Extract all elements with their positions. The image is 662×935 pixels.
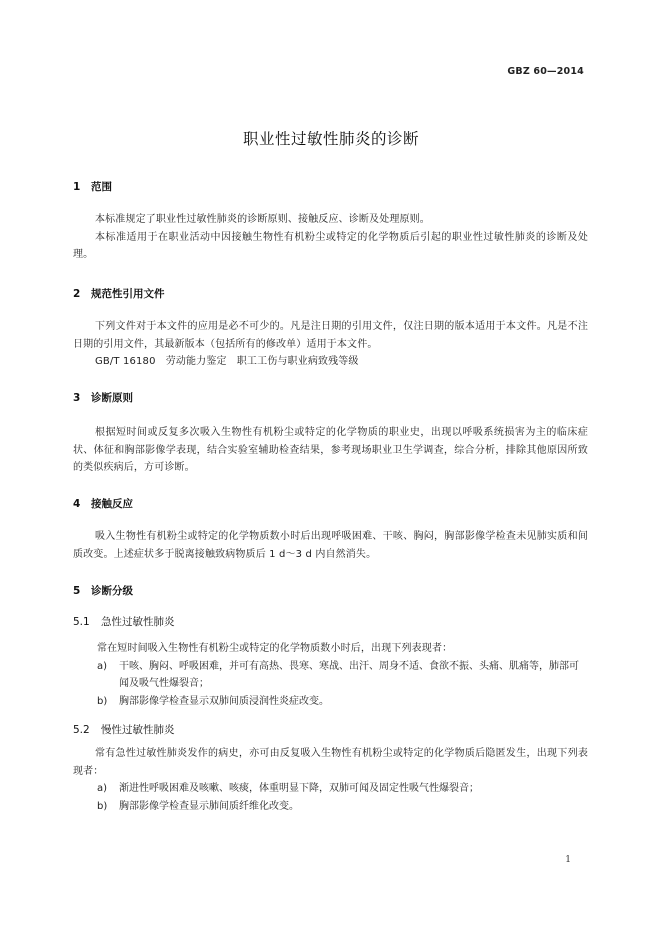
subsection-5-1-body [73, 640, 588, 710]
subsection-number: 5.1 [73, 616, 90, 628]
paragraph: 常有急性过敏性肺炎发作的病史，亦可由反复吸入生物性有机粉尘或特定的化学物质后隐匿发生，出现下列表现者： [73, 748, 588, 777]
section-3-body [73, 424, 588, 477]
list-item [97, 693, 588, 711]
section-5 [73, 584, 588, 599]
list-marker: a) [97, 783, 108, 794]
subsection-title: 慢性过敏性肺炎 [101, 724, 175, 736]
paragraph: 本标准规定了职业性过敏性肺炎的诊断原则、接触反应、诊断及处理原则。 [95, 214, 430, 225]
list-item-text: 干咳、胸闷、呼吸困难，并可有高热、畏寒、寒战、出汗、周身不适、食欲不振、头痛、肌痛等，肺部可闻及吸气性爆裂音； [119, 660, 579, 689]
section-2 [73, 287, 588, 302]
list-marker: b) [97, 695, 108, 707]
subsection-heading [73, 615, 588, 630]
section-title: 接触反应 [91, 498, 133, 510]
section-2-body [73, 318, 588, 371]
paragraph: 下列文件对于本文件的应用是必不可少的。凡是注日期的引用文件，仅注日期的版本适用于本文件。凡是不注日期的引用文件，其最新版本（包括所有的修改单）适用于本文件。 [73, 321, 588, 350]
section-heading [73, 287, 588, 302]
section-number: 5 [73, 585, 81, 597]
paragraph: 根据短时间或反复多次吸入生物性有机粉尘或特定的化学物质的职业史，出现以呼吸系统损害为主的临床症状、体征和胸部影像学表现，结合实验室辅助检查结果，参考现场职业卫生学调查，综合分析，排除其他原因所致的类似疾病后，方可诊断。 [73, 427, 588, 473]
list-marker: a) [97, 660, 108, 672]
subsection-heading [73, 723, 588, 738]
subsection-number: 5.2 [73, 724, 90, 736]
section-heading [73, 391, 588, 406]
section-4 [73, 497, 588, 512]
list-marker: b) [97, 800, 108, 812]
paragraph: 常在短时间吸入生物性有机粉尘或特定的化学物质数小时后，出现下列表现者： [97, 643, 453, 654]
list-item-text: 胸部影像学检查显示双肺间质浸润性炎症改变。 [119, 695, 329, 707]
paragraph: 本标准适用于在职业活动中因接触生物性有机粉尘或特定的化学物质后引起的职业性过敏性肺炎的诊断及处理。 [73, 231, 588, 260]
section-title: 规范性引用文件 [91, 288, 165, 300]
section-heading [73, 180, 588, 195]
section-heading [73, 497, 588, 512]
subsection-5-2-body [73, 745, 588, 815]
document-title: 职业性过敏性肺炎的诊断 [242, 130, 419, 148]
list-item [97, 658, 588, 693]
subsection-5-2 [73, 723, 588, 738]
subsection-5-1 [73, 615, 588, 630]
paragraph: 吸入生物性有机粉尘或特定的化学物质数小时后出现呼吸困难、干咳、胸闷，胸部影像学检查未见肺实质和间质改变。上述症状多于脱离接触致病物质后 1 d～3 d 内自然消失。 [73, 531, 588, 560]
section-4-body [73, 528, 588, 563]
subsection-title: 急性过敏性肺炎 [101, 616, 175, 628]
section-1 [73, 180, 588, 195]
section-title: 诊断分级 [91, 585, 133, 597]
section-number: 4 [73, 498, 81, 510]
reference-entry: GB/T 16180 劳动能力鉴定 职工工伤与职业病致残等级 [95, 356, 359, 367]
section-title: 范围 [91, 181, 112, 193]
section-number: 2 [73, 288, 81, 300]
list-item [97, 780, 588, 798]
section-1-body [73, 211, 588, 264]
section-number: 1 [73, 181, 81, 193]
standard-code: GBZ 60—2014 [507, 66, 584, 77]
section-3 [73, 391, 588, 406]
list-item-text: 渐进性呼吸困难及咳嗽、咳痰，体重明显下降，双肺可闻及固定性吸气性爆裂音； [119, 783, 479, 794]
list-item [97, 798, 588, 816]
list-item-text: 胸部影像学检查显示肺间质纤维化改变。 [119, 800, 299, 812]
section-title: 诊断原则 [91, 392, 133, 404]
section-heading [73, 584, 588, 599]
page-number: 1 [565, 855, 571, 865]
section-number: 3 [73, 392, 81, 404]
